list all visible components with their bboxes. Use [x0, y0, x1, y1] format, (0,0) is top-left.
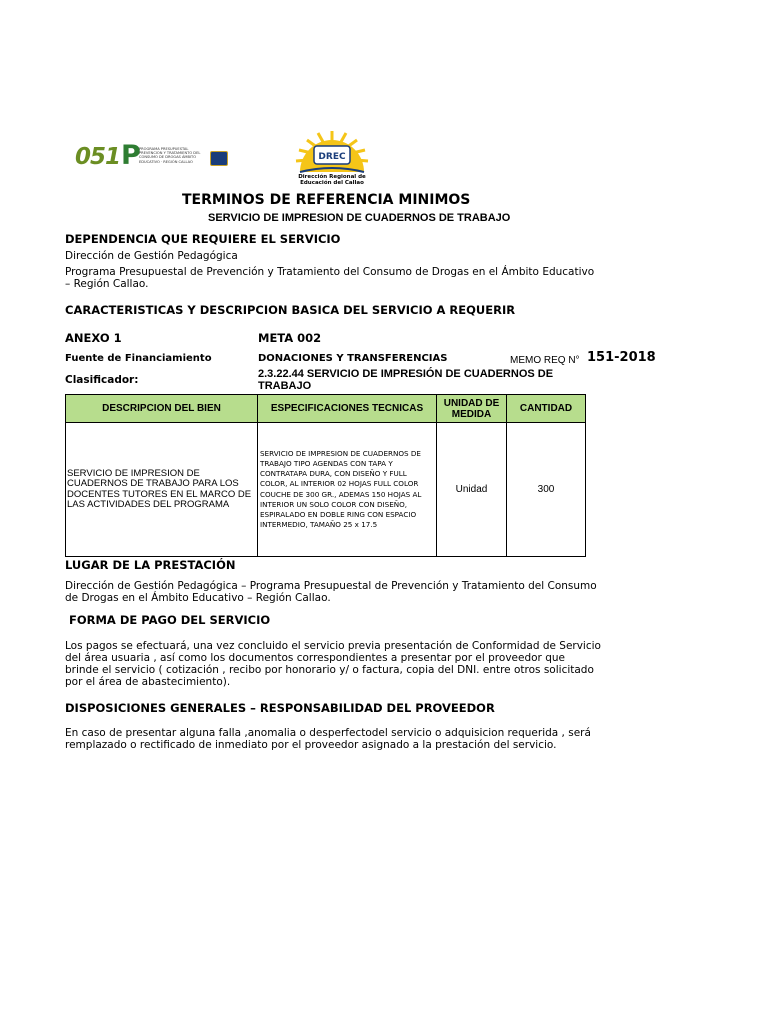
document-title: TERMINOS DE REFERENCIA MINIMOS [182, 192, 471, 208]
pago-heading: FORMA DE PAGO DEL SERVICIO [69, 613, 271, 627]
callao-emblem-icon [210, 151, 228, 166]
dependencia-heading: DEPENDENCIA QUE REQUIERE EL SERVICIO [65, 232, 341, 246]
meta-label: META 002 [258, 331, 322, 345]
fuente-value: DONACIONES Y TRANSFERENCIAS [258, 353, 448, 364]
header-cantidad: CANTIDAD [507, 395, 586, 423]
table-row [66, 423, 586, 557]
fuente-label: Fuente de Financiamiento [65, 353, 212, 364]
document-subtitle: SERVICIO DE IMPRESION DE CUADERNOS DE TRABAJO [208, 212, 511, 224]
drec-caption: Dirección Regional de Educación del Callao [298, 174, 366, 186]
anexo-label: ANEXO 1 [65, 331, 122, 345]
header-unidad: UNIDAD DE MEDIDA [437, 395, 507, 423]
pago-line-2: del área usuaria , así como los documentos correspondientes a presentar por el proveedor que [65, 652, 565, 664]
header-especificaciones: ESPECIFICACIONES TECNICAS [258, 395, 437, 423]
cell-cantidad: 300 [507, 423, 586, 557]
logo-p-icon: P [121, 140, 141, 171]
memo-label: MEMO REQ N° [510, 355, 580, 366]
lugar-line-2: de Drogas en el Ámbito Educativo – Región Callao. [65, 592, 331, 604]
pago-line-3: brinde el servicio ( cotización , recibo por honorario y/ o factura, copia del DNI. entre otros solicitado [65, 664, 594, 676]
disposiciones-line-2: remplazado o rectificado de inmediato por el proveedor asignado a la prestación del servicio. [65, 739, 557, 751]
program-051-logo [75, 140, 227, 171]
disposiciones-line-1: En caso de presentar alguna falla ,anomalia o desperfectodel servicio o adquisicion requerida , será [65, 727, 591, 739]
clasificador-value: 2.3.22.44 SERVICIO DE IMPRESIÓN DE CUADERNOS DE TRABAJO [258, 368, 554, 392]
disposiciones-heading: DISPOSICIONES GENERALES – RESPONSABILIDAD DEL PROVEEDOR [65, 701, 495, 715]
logo-051-text: PROGRAMA PRESUPUESTAL PREVENCION Y TRATAMIENTO DEL CONSUMO DE DROGAS ÁMBITO EDUCATIVO · REGIÓN CALLAO [139, 147, 201, 164]
cell-descripcion: SERVICIO DE IMPRESION DE CUADERNOS DE TRABAJO PARA LOS DOCENTES TUTORES EN EL MARCO DE LAS ACTIVIDADES DEL PROGRAMA [66, 423, 258, 557]
pago-line-1: Los pagos se efectuará, una vez concluido el servicio previa presentación de Conformidad de Servicio [65, 640, 601, 652]
drec-mark: DREC [318, 152, 346, 162]
pago-line-4: por el área de abastecimiento). [65, 676, 231, 688]
logo-051-mark: 051 [75, 144, 121, 170]
dependencia-line-2a: Programa Presupuestal de Prevención y Tratamiento del Consumo de Drogas en el Ámbito Educativo [65, 266, 595, 278]
memo-number: 151-2018 [587, 350, 656, 365]
cell-especificaciones: SERVICIO DE IMPRESION DE CUADERNOS DE TRABAJO TIPO AGENDAS CON TAPA Y CONTRATAPA DURA, CON DISEÑO Y FULL COLOR, AL INTERIOR 02 HOJAS FULL COLOR COUCHE DE 300 GR., ADEMAS 150 HOJAS AL INTERIOR UN SOLO COLOR CON DISEÑO, ESPIRALADO EN DOBLE RING CON ESPACIO INTERMEDIO, TAMAÑO 25 x 17.5 [258, 423, 437, 557]
lugar-line-1: Dirección de Gestión Pedagógica – Programa Presupuestal de Prevención y Tratamiento del Consumo [65, 580, 597, 592]
table-header-row [66, 395, 586, 423]
dependencia-line-1: Dirección de Gestión Pedagógica [65, 250, 238, 262]
header-descripcion: DESCRIPCION DEL BIEN [66, 395, 258, 423]
caracteristicas-heading: CARACTERISTICAS Y DESCRIPCION BASICA DEL SERVICIO A REQUERIR [65, 303, 516, 317]
lugar-heading: LUGAR DE LA PRESTACIÓN [65, 558, 236, 572]
specification-table [65, 394, 586, 557]
clasificador-label: Clasificador: [65, 374, 139, 386]
cell-unidad: Unidad [437, 423, 507, 557]
dependencia-line-2b: – Región Callao. [65, 278, 149, 290]
